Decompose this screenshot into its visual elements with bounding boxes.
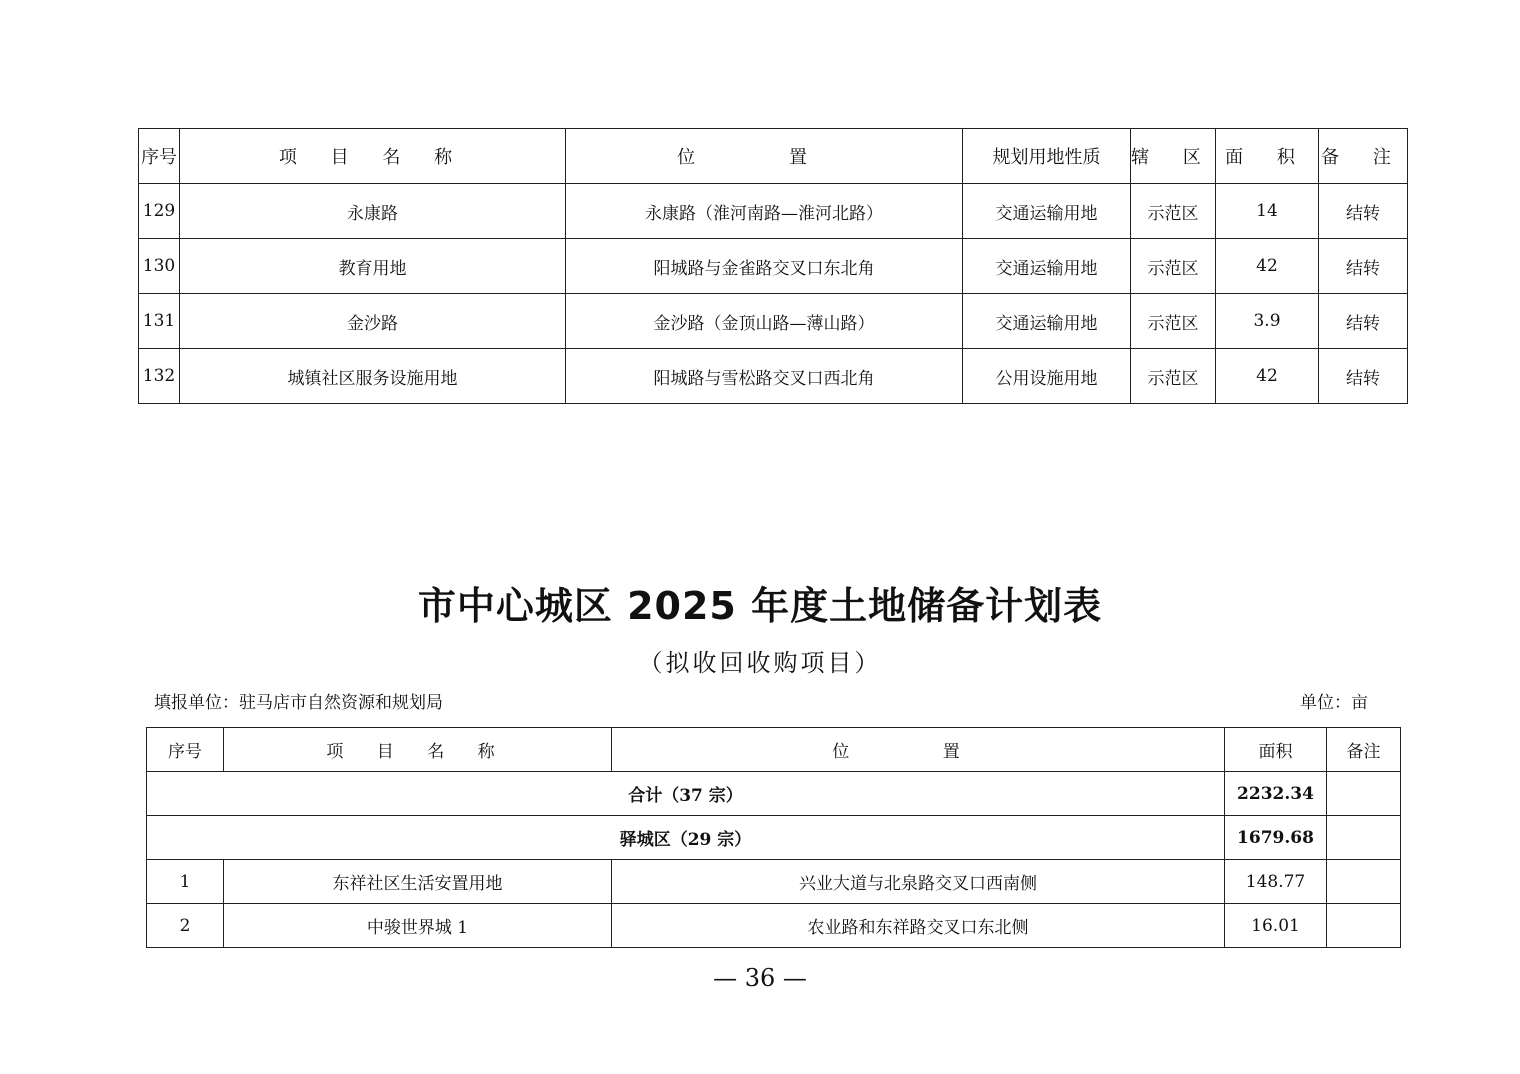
header-name: 项 目 名 称 [180,129,566,184]
table-header-row [139,129,1408,184]
cell-land-use: 交通运输用地 [963,294,1131,349]
header-land-use: 规划用地性质 [963,129,1131,184]
cell-district: 示范区 [1131,349,1216,404]
table-header-row [147,728,1401,772]
cell-seq: 129 [139,184,180,239]
header-area: 面 积 [1216,129,1319,184]
measure-unit-label: 单位：亩 [1300,693,1368,713]
total-area: 2232.34 [1225,772,1327,816]
cell-name: 东祥社区生活安置用地 [224,860,612,904]
cell-area: 3.9 [1216,294,1319,349]
subtotal-row [147,816,1401,860]
header-seq: 序号 [147,728,224,772]
cell-note: 结转 [1319,294,1408,349]
cell-location: 阳城路与金雀路交叉口东北角 [566,239,963,294]
table-row [139,349,1408,404]
table-row [147,904,1401,948]
header-name: 项 目 名 称 [224,728,612,772]
total-label: 合计（37 宗） [147,772,1225,816]
table-row [139,294,1408,349]
cell-district: 示范区 [1131,294,1216,349]
cell-seq: 1 [147,860,224,904]
cell-district: 示范区 [1131,184,1216,239]
total-row [147,772,1401,816]
table-row [139,184,1408,239]
cell-note: 结转 [1319,349,1408,404]
header-location: 位 置 [566,129,963,184]
cell-area: 14 [1216,184,1319,239]
cell-location: 兴业大道与北泉路交叉口西南侧 [612,860,1225,904]
subtotal-area: 1679.68 [1225,816,1327,860]
table-row [139,239,1408,294]
cell-seq: 131 [139,294,180,349]
cell-note [1327,904,1401,948]
cell-name: 教育用地 [180,239,566,294]
table-row [147,860,1401,904]
cell-name: 中骏世界城 1 [224,904,612,948]
cell-name: 永康路 [180,184,566,239]
cell-land-use: 交通运输用地 [963,184,1131,239]
cell-land-use: 交通运输用地 [963,239,1131,294]
cell-name: 金沙路 [180,294,566,349]
header-location: 位 置 [612,728,1225,772]
cell-seq: 130 [139,239,180,294]
cell-seq: 2 [147,904,224,948]
header-area: 面积 [1225,728,1327,772]
cell-location: 金沙路（金顶山路—薄山路） [566,294,963,349]
document-title: 市中心城区 2025 年度土地储备计划表 [417,584,1103,628]
cell-location: 永康路（淮河南路—淮河北路） [566,184,963,239]
header-district: 辖 区 [1131,129,1216,184]
subtotal-label: 驿城区（29 宗） [147,816,1225,860]
cell-land-use: 公用设施用地 [963,349,1131,404]
cell-location: 农业路和东祥路交叉口东北侧 [612,904,1225,948]
cell-area: 16.01 [1225,904,1327,948]
subtotal-note [1327,816,1401,860]
header-note: 备注 [1327,728,1401,772]
header-note: 备 注 [1319,129,1408,184]
cell-area: 42 [1216,239,1319,294]
page-number: — 36 — [713,964,807,992]
cell-note [1327,860,1401,904]
top-land-table [138,128,1408,404]
storage-plan-table [146,727,1401,948]
cell-location: 阳城路与雪松路交叉口西北角 [566,349,963,404]
document-subtitle: （拟收回收购项目） [638,649,882,677]
total-note [1327,772,1401,816]
cell-seq: 132 [139,349,180,404]
cell-note: 结转 [1319,184,1408,239]
cell-note: 结转 [1319,239,1408,294]
cell-name: 城镇社区服务设施用地 [180,349,566,404]
cell-area: 148.77 [1225,860,1327,904]
cell-district: 示范区 [1131,239,1216,294]
header-seq: 序号 [139,129,180,184]
filler-unit-label: 填报单位：驻马店市自然资源和规划局 [154,693,443,713]
cell-area: 42 [1216,349,1319,404]
